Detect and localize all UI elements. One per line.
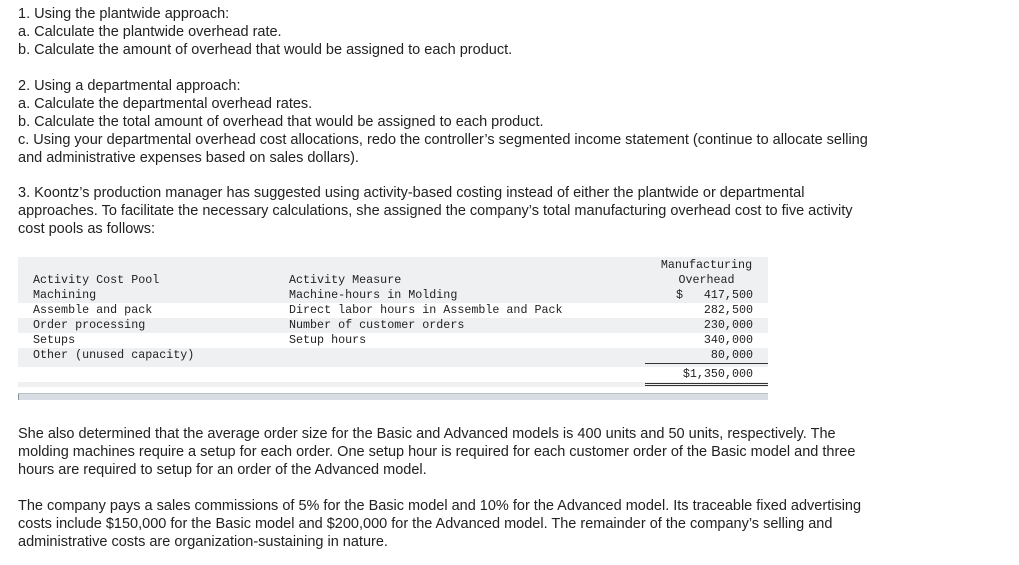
row-overhead: 340,000 <box>703 333 753 347</box>
row-pool: Assemble and pack <box>33 303 153 317</box>
total-overhead: $1,350,000 <box>682 367 753 381</box>
header-activity-cost-pool: Activity Cost Pool <box>33 273 160 287</box>
table-bottom-divider-edge <box>18 394 19 400</box>
paragraph-5-line-1: The company pays a sales commissions of 5% for the Basic model and 10% for the Advanced model. Its traceable fixed advertising <box>18 498 862 514</box>
paragraph-5-line-2: costs include $150,000 for the Basic model and $200,000 for the Advanced model. The remainder of the company’s selling and <box>18 516 833 532</box>
paragraph-5-line-3: administrative costs are organization-sustaining in nature. <box>18 534 388 550</box>
table-row <box>18 318 768 333</box>
question-1a: a. Calculate the plantwide overhead rate. <box>18 24 282 40</box>
header-overhead: Overhead <box>678 273 735 287</box>
question-3 <box>18 184 958 238</box>
subtotal-rule <box>645 363 768 364</box>
row-overhead: 230,000 <box>703 318 753 332</box>
question-2 <box>18 77 958 167</box>
table-header-row-1 <box>18 258 768 273</box>
row-pool: Machining <box>33 288 97 302</box>
row-pool: Order processing <box>33 318 146 332</box>
question-2c-line-1: c. Using your departmental overhead cost allocations, redo the controller’s segmented income statement (continue to allocate selling <box>18 132 868 148</box>
table-header-row-2 <box>18 273 768 288</box>
row-overhead: 80,000 <box>710 348 753 362</box>
question-1 <box>18 5 958 59</box>
currency-symbol: $ <box>676 288 684 302</box>
question-3-line-1: 3. Koontz’s production manager has suggested using activity-based costing instead of either the plantwide or departmental <box>18 185 805 201</box>
question-2c-line-2: and administrative expenses based on sales dollars). <box>18 150 359 166</box>
question-2-heading: 2. Using a departmental approach: <box>18 78 241 94</box>
row-measure: Direct labor hours in Assemble and Pack <box>289 303 563 317</box>
question-1-heading: 1. Using the plantwide approach: <box>18 6 230 22</box>
paragraph-4-line-3: hours are required to setup for an order of the Advanced model. <box>18 462 427 478</box>
row-measure: Setup hours <box>289 333 367 347</box>
question-3-line-2: approaches. To facilitate the necessary calculations, she assigned the company’s total manufacturing overhead cost to five activity <box>18 203 853 219</box>
question-1b: b. Calculate the amount of overhead that would be assigned to each product. <box>18 42 513 58</box>
row-overhead: 282,500 <box>703 303 753 317</box>
question-2a: a. Calculate the departmental overhead rates. <box>18 96 313 112</box>
row-pool: Other (unused capacity) <box>33 348 195 362</box>
table-row <box>18 333 768 348</box>
row-overhead: 417,500 <box>703 288 753 302</box>
header-activity-measure: Activity Measure <box>289 273 402 287</box>
table-total-row <box>18 367 768 382</box>
row-pool: Setups <box>33 333 76 347</box>
row-measure: Machine-hours in Molding <box>289 288 458 302</box>
table-bottom-divider <box>18 393 768 400</box>
total-rule-2 <box>645 385 768 386</box>
paragraph-4-line-2: molding machines require a setup for each order. One setup hour is required for each customer order of the Basic model and three <box>18 444 856 460</box>
total-rule-1 <box>645 383 768 384</box>
header-manufacturing: Manufacturing <box>660 258 753 272</box>
question-2b: b. Calculate the total amount of overhead that would be assigned to each product. <box>18 114 544 130</box>
row-measure: Number of customer orders <box>289 318 465 332</box>
paragraph-4-line-1: She also determined that the average order size for the Basic and Advanced models is 400 units and 50 units, respectively. The <box>18 426 836 442</box>
table-row <box>18 288 768 303</box>
table-row <box>18 303 768 318</box>
table-row <box>18 348 768 363</box>
commission-paragraph <box>18 497 958 551</box>
question-3-line-3: cost pools as follows: <box>18 221 156 237</box>
order-size-paragraph <box>18 425 958 479</box>
